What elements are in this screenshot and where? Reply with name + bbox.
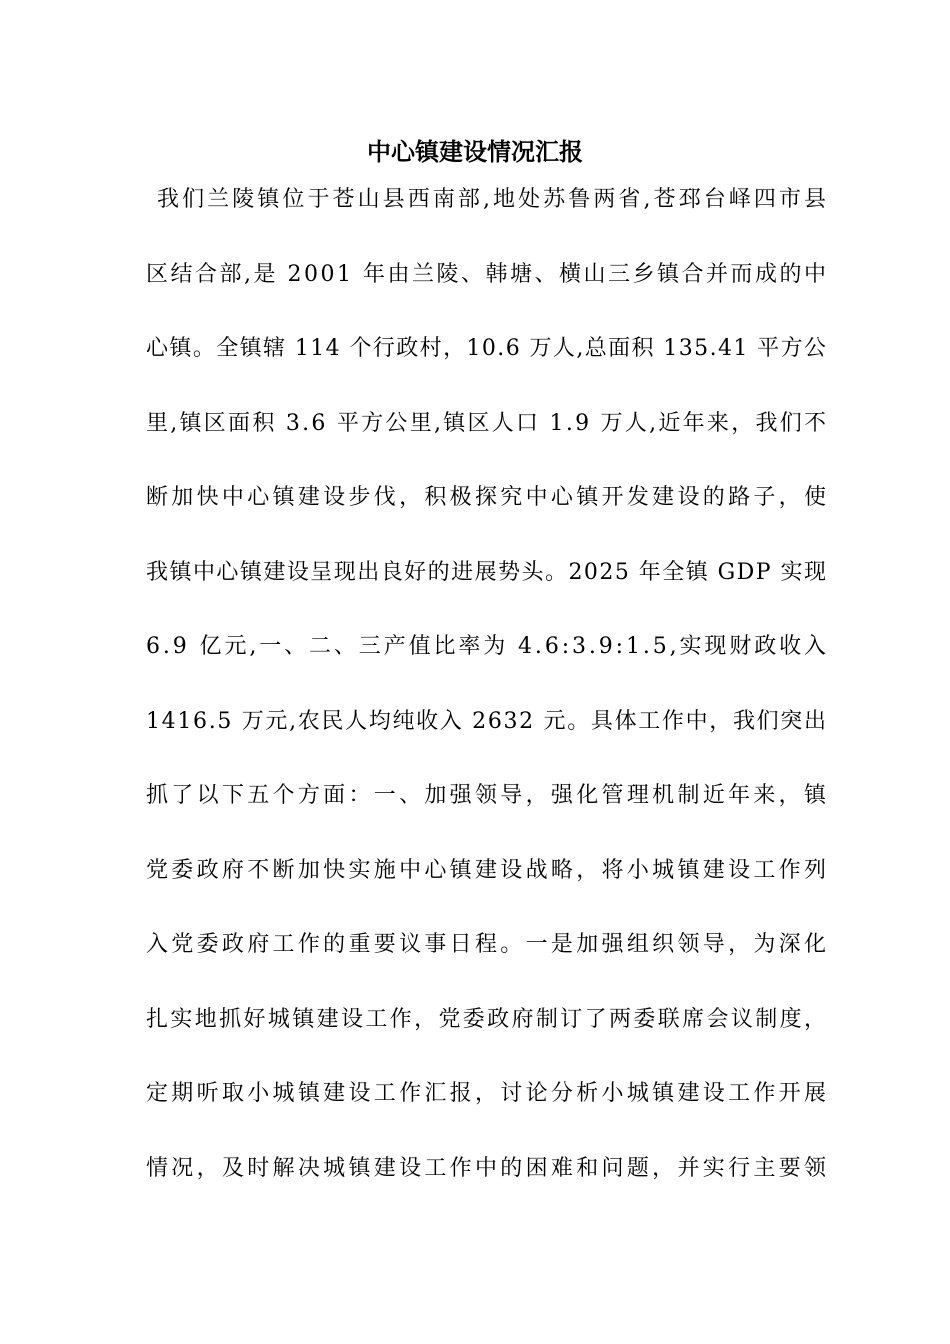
body-line: 党委政府不断加快实施中心镇建设战略，将小城镇建设工作列 — [146, 858, 830, 883]
body-line: 入党委政府工作的重要议事日程。一是加强组织领导，为深化 — [146, 932, 830, 957]
document-title: 中心镇建设情况汇报 — [367, 137, 583, 166]
body-line: 我镇中心镇建设呈现出良好的进展势头。2025 年全镇 GDP 实现 — [146, 560, 828, 585]
body-line: 定期听取小城镇建设工作汇报，讨论分析小城镇建设工作开展 — [146, 1081, 830, 1106]
body-line: 6.9 亿元,一、二、三产值比率为 4.6:3.9:1.5,实现财政收入 — [146, 634, 829, 659]
body-line: 抓了以下五个方面：一、加强领导，强化管理机制近年来，镇 — [146, 783, 830, 808]
body-line: 1416.5 万元,农民人均纯收入 2632 元。具体工作中，我们突出 — [146, 709, 828, 734]
body-line: 心镇。全镇辖 114 个行政村，10.6 万人,总面积 135.41 平方公 — [146, 336, 828, 361]
body-line: 断加快中心镇建设步伐，积极探究中心镇开发建设的路子，使 — [146, 485, 830, 510]
body-line: 我们兰陵镇位于苍山县西南部,地处苏鲁两省,苍邳台峄四市县 — [157, 187, 830, 212]
body-line: 情况，及时解决城镇建设工作中的困难和问题，并实行主要领 — [146, 1156, 830, 1181]
body-line: 扎实地抓好城镇建设工作，党委政府制订了两委联席会议制度， — [146, 1007, 829, 1032]
body-line: 里,镇区面积 3.6 平方公里,镇区人口 1.9 万人,近年来，我们不 — [146, 411, 829, 436]
body-line: 区结合部,是 2001 年由兰陵、韩塘、横山三乡镇合并而成的中 — [146, 262, 829, 287]
